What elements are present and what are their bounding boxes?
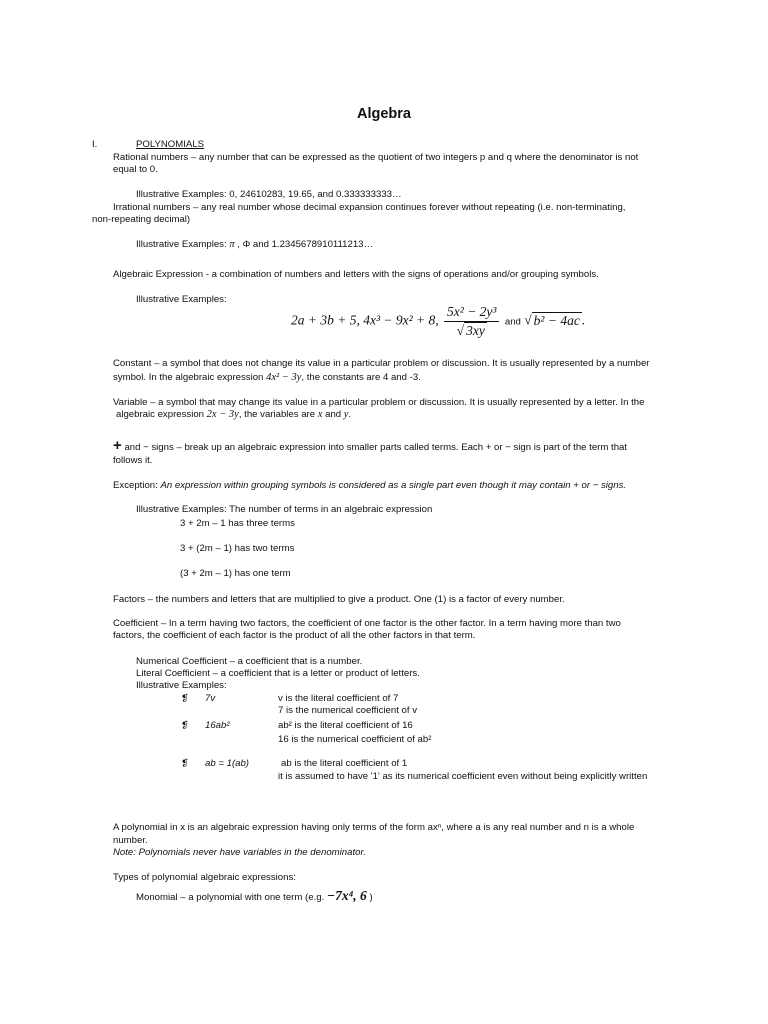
constant-def-line2: [113, 372, 421, 384]
terms-intro: Illustrative Examples: The number of terms in an algebraic expression: [136, 504, 433, 515]
variable-line2-a: algebraic expression: [116, 409, 204, 420]
coef-example-desc: it is assumed to have '1' as its numerical coefficient even without being explicitly written: [278, 771, 648, 782]
variable-y: y: [343, 409, 349, 420]
section-numeral: I.: [92, 139, 98, 150]
polynomial-types-heading: Types of polynomial algebraic expressions:: [113, 872, 296, 883]
coef-example-desc: ab is the literal coefficient of 1: [281, 758, 408, 769]
coef-example-term: 16ab²: [205, 720, 230, 731]
formula-fraction-denominator-radicand: 3xy: [466, 323, 485, 338]
irrational-def-line1: Irrational numbers – any real number whose decimal expansion continues forever without repeating (i.e. non-terminating,: [113, 202, 626, 213]
coef-example-desc: ab² is the literal coefficient of 16: [278, 720, 413, 731]
plus-sign: +: [113, 437, 122, 454]
algebraic-examples-label: Illustrative Examples:: [136, 294, 227, 305]
irrational-examples-prefix: Illustrative Examples:: [136, 239, 227, 250]
coefficient-def-line1: Coefficient – In a term having two factors, the coefficient of one factor is the other factor. In a term having more than two: [113, 618, 621, 629]
terms-example-3: (3 + 2m – 1) has one term: [180, 568, 291, 579]
variable-line2-b: , the variables are: [238, 409, 316, 420]
variable-and: and: [325, 409, 342, 420]
exception-label: Exception:: [113, 480, 158, 491]
formula-end: .: [581, 312, 586, 328]
constant-line2-a: symbol. In the algebraic expression: [113, 372, 264, 383]
polynomial-note: Note: Polynomials never have variables in the denominator.: [113, 847, 366, 858]
section-heading: POLYNOMIALS: [136, 139, 205, 150]
constant-def-line1: Constant – a symbol that does not change its value in a particular problem or discussion. It is usually represented by a number: [113, 358, 650, 369]
formula-sqrt: √ b² − 4ac: [524, 312, 580, 328]
variable-def-line1: Variable – a symbol that may change its value in a particular problem or discussion. It is usually represented by a letter. In the: [113, 397, 645, 408]
page-title: Algebra: [357, 106, 411, 122]
polynomial-def-line1: A polynomial in x is an algebraic expression having only terms of the form axⁿ, where a is any real number and n is a whole: [113, 822, 635, 833]
irrational-examples-rest: , Φ and 1.2345678910111213…: [237, 239, 374, 250]
terms-example-2: 3 + (2m – 1) has two terms: [180, 543, 295, 554]
formula-and: and: [504, 316, 521, 328]
formula-fraction-denominator: √ 3xy: [456, 323, 485, 338]
variable-period: .: [348, 409, 352, 420]
exception-text: An expression within grouping symbols is considered as a single part even though it may contain + or − signs.: [160, 480, 627, 491]
variable-x: x: [317, 409, 323, 420]
numerical-coefficient-def: Numerical Coefficient – a coefficient that is a number.: [136, 656, 363, 667]
constant-line2-b: , the constants are 4 and -3.: [301, 372, 421, 383]
monomial-close: ): [369, 892, 373, 903]
rational-def-line1: Rational numbers – any number that can be expressed as the quotient of two integers p and q where the denominator is not: [113, 152, 639, 163]
algebraic-examples-formula: [291, 304, 585, 339]
factors-def: Factors – the numbers and letters that are multiplied to give a product. One (1) is a factor of every number.: [113, 594, 565, 605]
signs-text: and − signs – break up an algebraic expression into smaller parts called terms. Each + or − sign is part of the term that: [124, 442, 628, 453]
coefficient-examples-label: Illustrative Examples:: [136, 680, 227, 691]
irrational-examples: [136, 239, 373, 251]
rational-examples: Illustrative Examples: 0, 24610283, 19.65, and 0.333333333…: [136, 189, 402, 200]
coef-example-term: 7v: [205, 693, 216, 704]
formula-sqrt-radicand: b² − 4ac: [533, 312, 580, 328]
coef-example-desc: 7 is the numerical coefficient of v: [278, 705, 418, 716]
constant-expression: 4x² − 3y: [266, 372, 302, 383]
monomial-def: [136, 890, 373, 904]
terms-example-1: 3 + 2m – 1 has three terms: [180, 518, 295, 529]
pointing-hand-icon: ❡: [181, 721, 189, 731]
pointing-hand-icon: ❡: [181, 759, 189, 769]
monomial-expression: −7x⁴, 6: [326, 888, 367, 903]
signs-def-line2: follows it.: [113, 455, 153, 466]
variable-def-line2: [116, 409, 351, 421]
rational-def-line2: equal to 0.: [113, 164, 158, 175]
exception-note: [113, 480, 626, 492]
formula-fraction-numerator: 5x² − 2y³: [444, 304, 499, 322]
coefficient-def-line2: factors, the coefficient of each factor is the product of all the other factors in that term.: [113, 630, 476, 641]
coef-example-term: ab = 1(ab): [205, 758, 250, 769]
algebraic-expression-def: Algebraic Expression - a combination of numbers and letters with the signs of operations and/or grouping symbols.: [113, 269, 599, 280]
pointing-hand-icon: ❡: [181, 694, 189, 704]
literal-coefficient-def: Literal Coefficient – a coefficient that is a letter or product of letters.: [136, 668, 420, 679]
irrational-def-line2: non-repeating decimal): [92, 214, 191, 225]
signs-def-line1: [113, 437, 628, 454]
pi-symbol: π: [229, 239, 235, 250]
variable-expression: 2x − 3y: [206, 409, 239, 420]
coef-example-desc: v is the literal coefficient of 7: [278, 693, 399, 704]
polynomial-def-line2: number.: [113, 835, 148, 846]
monomial-text: Monomial – a polynomial with one term (e.g.: [136, 892, 325, 903]
formula-main: 2a + 3b + 5, 4x³ − 9x² + 8,: [291, 312, 439, 328]
coef-example-desc: 16 is the numerical coefficient of ab²: [278, 734, 432, 745]
formula-fraction: [444, 304, 499, 339]
